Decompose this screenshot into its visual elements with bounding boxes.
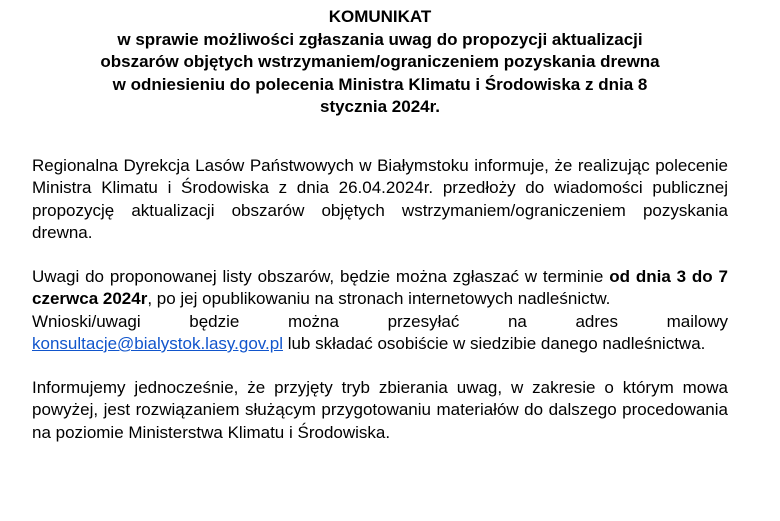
subtitle-line-3: w odniesieniu do polecenia Ministra Klimatu i Środowiska z dnia 8 bbox=[112, 74, 648, 94]
deadline-dates: od dnia 3 do 7 czerwca 2024r bbox=[32, 266, 728, 308]
subtitle-line-2: obszarów objętych wstrzymaniem/ograniczeniem pozyskania drewna bbox=[100, 52, 660, 71]
paragraph-2-part-1: Uwagi do proponowanej listy obszarów, będzie można zgłaszać w terminie bbox=[32, 266, 610, 286]
document bbox=[32, 6, 728, 465]
paragraph-2-part-3: Wnioski/uwagi będzie można przesyłać na adres mailowy bbox=[32, 311, 728, 331]
announcement-header bbox=[32, 6, 728, 119]
announcement-title: KOMUNIKAT bbox=[328, 7, 432, 26]
paragraph-comments-deadline bbox=[32, 266, 728, 356]
subtitle-line-1: w sprawie możliwości zgłaszania uwag do propozycji aktualizacji bbox=[117, 29, 643, 49]
paragraph-2-part-4: lub składać osobiście w siedzibie danego nadleśnictwa. bbox=[282, 334, 706, 353]
paragraph-1-text: Regionalna Dyrekcja Lasów Państwowych w Białymstoku informuje, że realizując polecenie Ministra Klimatu i Środowiska z dnia 26.04.2024r. przedłoży do wiadomości publicznej propozycję aktualizacji obszarów objętych wstrzymaniem/ograniczeniem pozyskania drewna. bbox=[32, 155, 728, 242]
paragraph-2-part-2: , po jej opublikowaniu na stronach internetowych nadleśnictw. bbox=[147, 289, 611, 308]
paragraph-announcement bbox=[32, 155, 728, 245]
paragraph-procedure-info bbox=[32, 377, 728, 445]
email-link[interactable]: konsultacje@bialystok.lasy.gov.pl bbox=[32, 334, 283, 353]
subtitle-line-4: stycznia 2024r. bbox=[319, 97, 441, 116]
paragraph-3-text: Informujemy jednocześnie, że przyjęty tryb zbierania uwag, w zakresie o którym mowa powyżej, jest rozwiązaniem służącym przygotowaniu materiałów do dalszego procedowania na poziomie Ministerstwa Klimatu i Środowiska. bbox=[32, 377, 728, 442]
